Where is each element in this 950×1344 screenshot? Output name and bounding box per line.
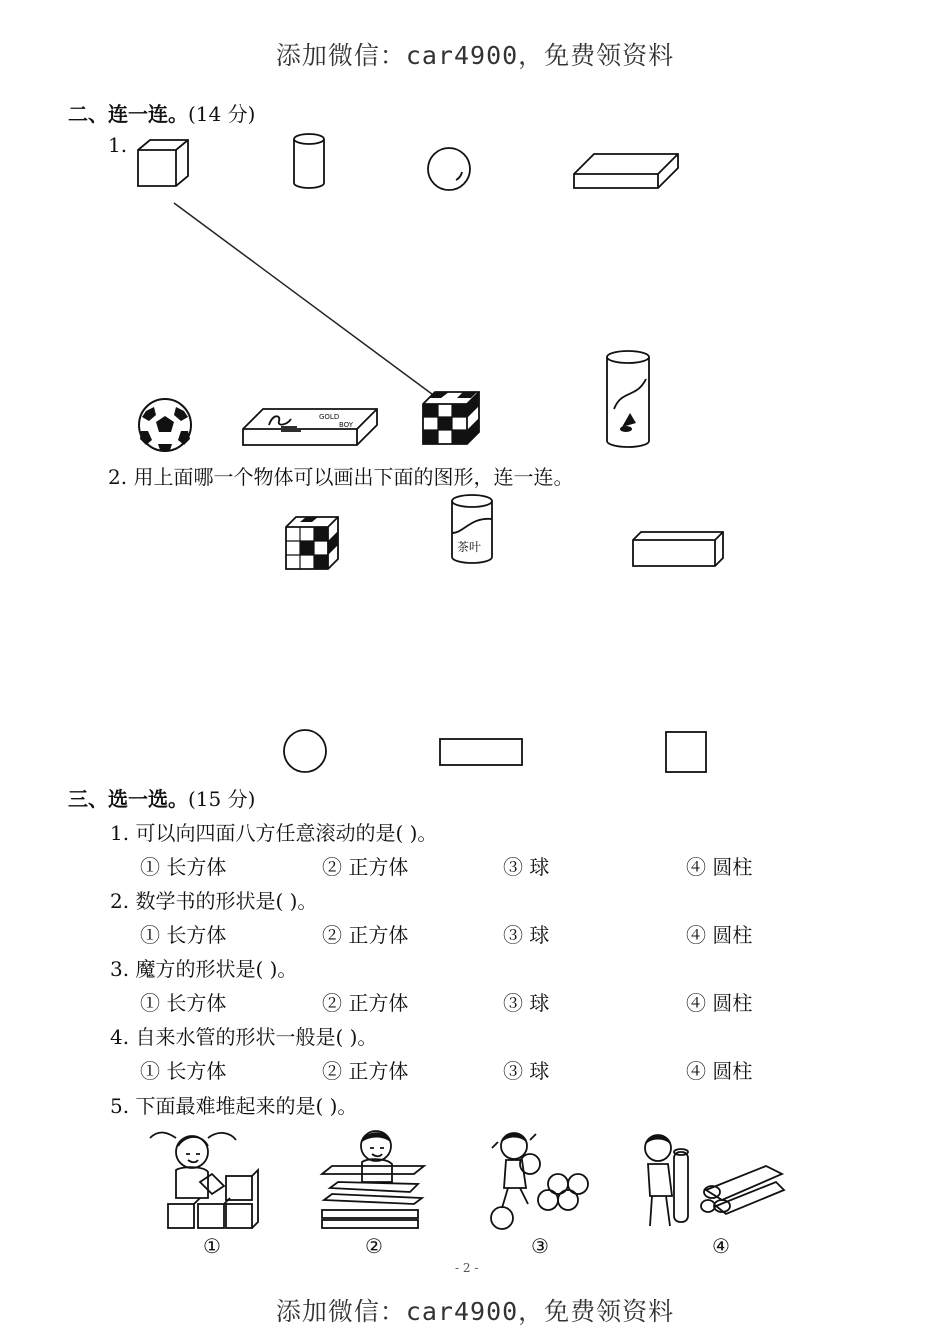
q3-option-2: ② 正方体 bbox=[322, 991, 409, 1015]
q2-option-2: ② 正方体 bbox=[322, 923, 409, 947]
q2-option-4: ④ 圆柱 bbox=[686, 923, 753, 947]
q1-option-1: ① 长方体 bbox=[140, 855, 227, 879]
q1-option-3: ③ 球 bbox=[503, 855, 550, 879]
rubiks-cube-icon-2 bbox=[284, 515, 340, 571]
rubiks-cube-icon-1 bbox=[421, 390, 481, 446]
pencil-box-icon bbox=[241, 405, 381, 447]
picture-label-4: ④ bbox=[712, 1234, 730, 1258]
q4-option-4: ④ 圆柱 bbox=[686, 1059, 753, 1083]
child-stacking-boards-icon bbox=[318, 1126, 428, 1232]
child-stacking-cylinders-icon bbox=[636, 1128, 788, 1232]
tea-can-icon bbox=[448, 493, 496, 567]
section3-q2: 2. 数学书的形状是( )。 bbox=[110, 889, 318, 913]
picture-label-1: ① bbox=[203, 1234, 221, 1258]
q4-option-2: ② 正方体 bbox=[322, 1059, 409, 1083]
section3-q1: 1. 可以向四面八方任意滚动的是( )。 bbox=[110, 821, 438, 845]
section3-q5: 5. 下面最难堆起来的是( )。 bbox=[110, 1094, 358, 1118]
soccer-ball-icon bbox=[136, 397, 194, 453]
watermark-bottom: 添加微信：car4900，免费领资料 bbox=[275, 1297, 675, 1326]
page-number: - 2 - bbox=[455, 1261, 479, 1275]
section3-q3: 3. 魔方的形状是( )。 bbox=[110, 957, 298, 981]
section2-score: (14 分) bbox=[188, 102, 256, 126]
tea-label: 茶叶 bbox=[457, 540, 482, 554]
brick-cuboid-icon bbox=[631, 530, 725, 568]
q1-option-4: ④ 圆柱 bbox=[686, 855, 753, 879]
q3-option-4: ④ 圆柱 bbox=[686, 991, 753, 1015]
child-stacking-balls-icon bbox=[486, 1124, 596, 1234]
q3-option-3: ③ 球 bbox=[503, 991, 550, 1015]
q4-option-3: ③ 球 bbox=[503, 1059, 550, 1083]
q1-number: 1. bbox=[108, 133, 128, 157]
picture-label-3: ③ bbox=[531, 1234, 549, 1258]
q1-option-2: ② 正方体 bbox=[322, 855, 409, 879]
box-label-boy: BOY bbox=[339, 421, 354, 429]
q2-option-1: ① 长方体 bbox=[140, 923, 227, 947]
square-figure bbox=[664, 730, 710, 774]
shuttlecock-tube-icon bbox=[604, 349, 652, 451]
section2-q2-text: 2. 用上面哪一个物体可以画出下面的图形，连一连。 bbox=[108, 465, 574, 489]
picture-label-2: ② bbox=[365, 1234, 383, 1258]
section3-heading bbox=[68, 783, 255, 812]
section3-title: 三、选一选。 bbox=[68, 787, 188, 811]
watermark-top: 添加微信：car4900，免费领资料 bbox=[275, 41, 675, 70]
section3-q4: 4. 自来水管的形状一般是( )。 bbox=[110, 1025, 378, 1049]
section2-title: 二、连一连。 bbox=[68, 102, 188, 126]
section3-score: (15 分) bbox=[188, 787, 256, 811]
q3-option-1: ① 长方体 bbox=[140, 991, 227, 1015]
circle-figure bbox=[282, 728, 328, 774]
box-label-gold: GOLD bbox=[319, 413, 340, 421]
q2-option-3: ③ 球 bbox=[503, 923, 550, 947]
rectangle-figure bbox=[438, 737, 526, 767]
q4-option-1: ① 长方体 bbox=[140, 1059, 227, 1083]
child-stacking-cubes-icon bbox=[146, 1126, 262, 1232]
